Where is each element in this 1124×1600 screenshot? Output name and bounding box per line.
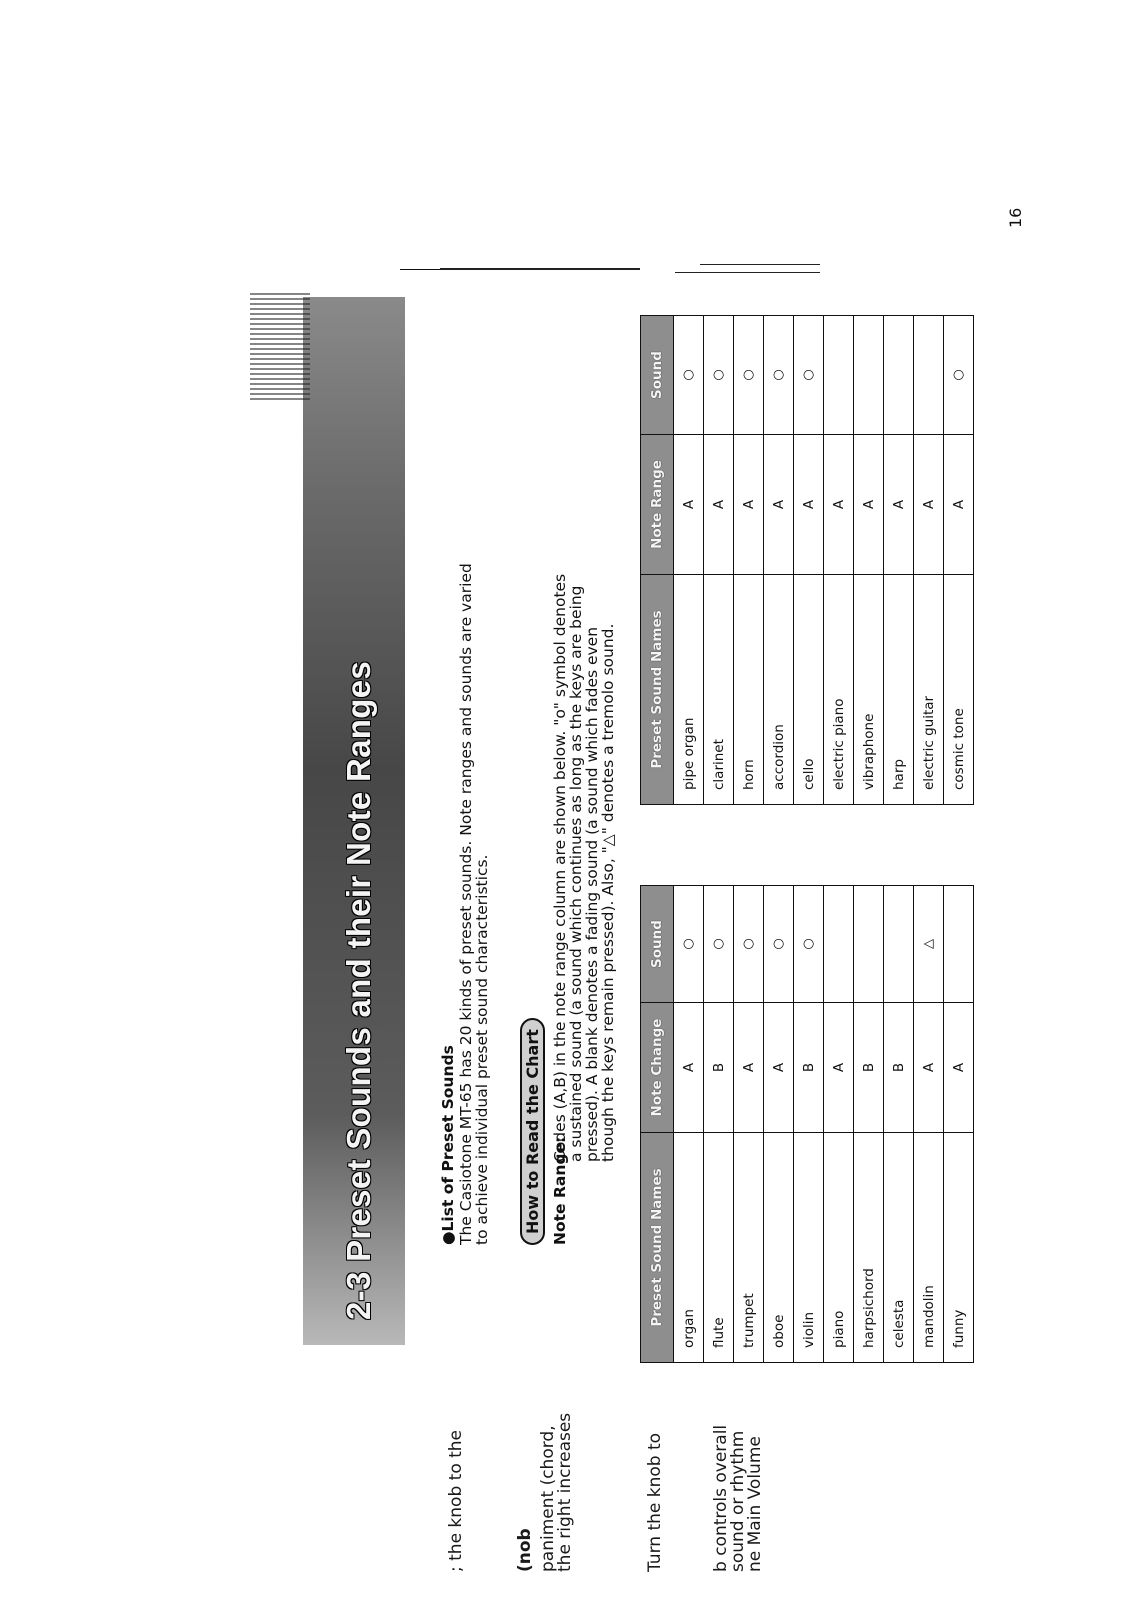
cell-range: B: [704, 1003, 734, 1133]
cell-range: B: [794, 1003, 824, 1133]
table-row: [914, 886, 944, 1363]
edge-line-2: [675, 272, 820, 273]
cell-name: pipe organ: [674, 575, 704, 805]
how-to-read-badge: How to Read the Chart: [520, 1018, 545, 1245]
cell-range: A: [764, 435, 794, 575]
cell-range: A: [914, 1003, 944, 1133]
table-row: [704, 316, 734, 805]
edge-line-1: [440, 268, 640, 270]
col-header-range: Note Change: [641, 1003, 674, 1133]
cell-sound: ○: [674, 886, 704, 1003]
table-row: [944, 316, 974, 805]
cell-name: electric guitar: [914, 575, 944, 805]
cell-range: A: [854, 435, 884, 575]
table-row: [734, 316, 764, 805]
table-row: [764, 316, 794, 805]
left-fragment-2: [517, 1528, 534, 1572]
cell-name: flute: [704, 1133, 734, 1363]
cell-name: harp: [884, 575, 914, 805]
table-row: [764, 886, 794, 1363]
cell-name: mandolin: [914, 1133, 944, 1363]
cell-name: clarinet: [704, 575, 734, 805]
col-header-range: Note Range: [641, 435, 674, 575]
note-range-label: Note Range:: [551, 1136, 569, 1245]
section-title: 2-3 Preset Sounds and their Note Ranges: [340, 660, 377, 1320]
left-fragment-3: paniment (chord,: [538, 1425, 558, 1572]
cell-name: vibraphone: [854, 575, 884, 805]
cell-name: celesta: [884, 1133, 914, 1363]
table-row: [854, 886, 884, 1363]
page-number: 16: [1006, 207, 1025, 228]
table-row: [944, 886, 974, 1363]
cell-range: A: [824, 435, 854, 575]
table-row: [824, 316, 854, 805]
cell-name: horn: [734, 575, 764, 805]
left-fragment-8: ne Main Volume: [745, 1436, 765, 1572]
table-row: [884, 316, 914, 805]
cell-name: cello: [794, 575, 824, 805]
cell-range: A: [764, 1003, 794, 1133]
cell-sound: ○: [704, 316, 734, 435]
table-header-row: [641, 886, 674, 1363]
cell-sound: ○: [734, 316, 764, 435]
cell-name: violin: [794, 1133, 824, 1363]
cell-sound: ○: [764, 316, 794, 435]
cell-range: A: [884, 435, 914, 575]
table-row: [674, 316, 704, 805]
list-heading: ●List of Preset Sounds: [439, 1045, 457, 1245]
cell-range: A: [734, 1003, 764, 1133]
col-header-names: Preset Sound Names: [641, 575, 674, 805]
cell-name: organ: [674, 1133, 704, 1363]
left-fragment-7: sound or rhythm: [728, 1430, 748, 1572]
cell-name: cosmic tone: [944, 575, 974, 805]
table-row: [734, 886, 764, 1363]
left-fragment-2-text: (nob: [515, 1528, 535, 1572]
col-header-sound: Sound: [641, 886, 674, 1003]
cell-range: A: [674, 435, 704, 575]
list-body: The Casiotone MT-65 has 20 kinds of preset sounds. Note ranges and sounds are varied to achieve individual preset sound characteristics.: [457, 563, 491, 1245]
table-header-row: [641, 316, 674, 805]
cell-name: piano: [824, 1133, 854, 1363]
cell-name: funny: [944, 1133, 974, 1363]
table-row: [824, 886, 854, 1363]
cell-sound: ○: [764, 886, 794, 1003]
cell-sound: [854, 886, 884, 1003]
cell-sound: [854, 316, 884, 435]
cell-name: accordion: [764, 575, 794, 805]
col-header-names: Preset Sound Names: [641, 1133, 674, 1363]
cell-sound: ○: [704, 886, 734, 1003]
cell-sound: [824, 886, 854, 1003]
left-fragment-6: b controls overall: [711, 1424, 731, 1572]
banner-scan-artifact: [250, 290, 310, 400]
cell-range: A: [914, 435, 944, 575]
cell-sound: [884, 886, 914, 1003]
cell-range: A: [794, 435, 824, 575]
table-row: [884, 886, 914, 1363]
cell-range: A: [944, 1003, 974, 1133]
table-row: [704, 886, 734, 1363]
cell-sound: ○: [794, 316, 824, 435]
table-row: [794, 316, 824, 805]
cell-sound: [824, 316, 854, 435]
cell-sound: [944, 886, 974, 1003]
left-fragment-1: ; the knob to the: [446, 1429, 466, 1572]
table-row: [914, 316, 944, 805]
cell-sound: ○: [734, 886, 764, 1003]
table-row: [674, 886, 704, 1363]
cell-range: A: [944, 435, 974, 575]
left-fragment-5: Turn the knob to: [645, 1432, 665, 1572]
cell-range: B: [884, 1003, 914, 1133]
preset-table-left: [640, 885, 974, 1363]
preset-table-right: [640, 315, 974, 805]
cell-sound: ○: [944, 316, 974, 435]
cell-sound: △: [914, 886, 944, 1003]
cell-sound: ○: [674, 316, 704, 435]
left-fragment-4: the right increases: [555, 1412, 575, 1572]
cell-sound: [914, 316, 944, 435]
col-header-sound: Sound: [641, 316, 674, 435]
cell-range: A: [704, 435, 734, 575]
cell-name: trumpet: [734, 1133, 764, 1363]
cell-name: electric piano: [824, 575, 854, 805]
table-row: [854, 316, 884, 805]
note-range-text: Codes (A,B) in the note range column are shown below. "o" symbol denotes a sustained sound (a sound which continues as long as the keys are being pressed). A blank denotes a fading sound (a sound which fades even though the keys remain pressed). Also, "△" denotes a tremolo sound.: [551, 573, 617, 1162]
cell-range: A: [734, 435, 764, 575]
cell-sound: ○: [794, 886, 824, 1003]
cell-range: A: [824, 1003, 854, 1133]
cell-range: B: [854, 1003, 884, 1133]
cell-name: oboe: [764, 1133, 794, 1363]
table-row: [794, 886, 824, 1363]
cell-name: harpsichord: [854, 1133, 884, 1363]
cell-range: A: [674, 1003, 704, 1133]
cell-sound: [884, 316, 914, 435]
edge-line-3: [700, 264, 820, 265]
